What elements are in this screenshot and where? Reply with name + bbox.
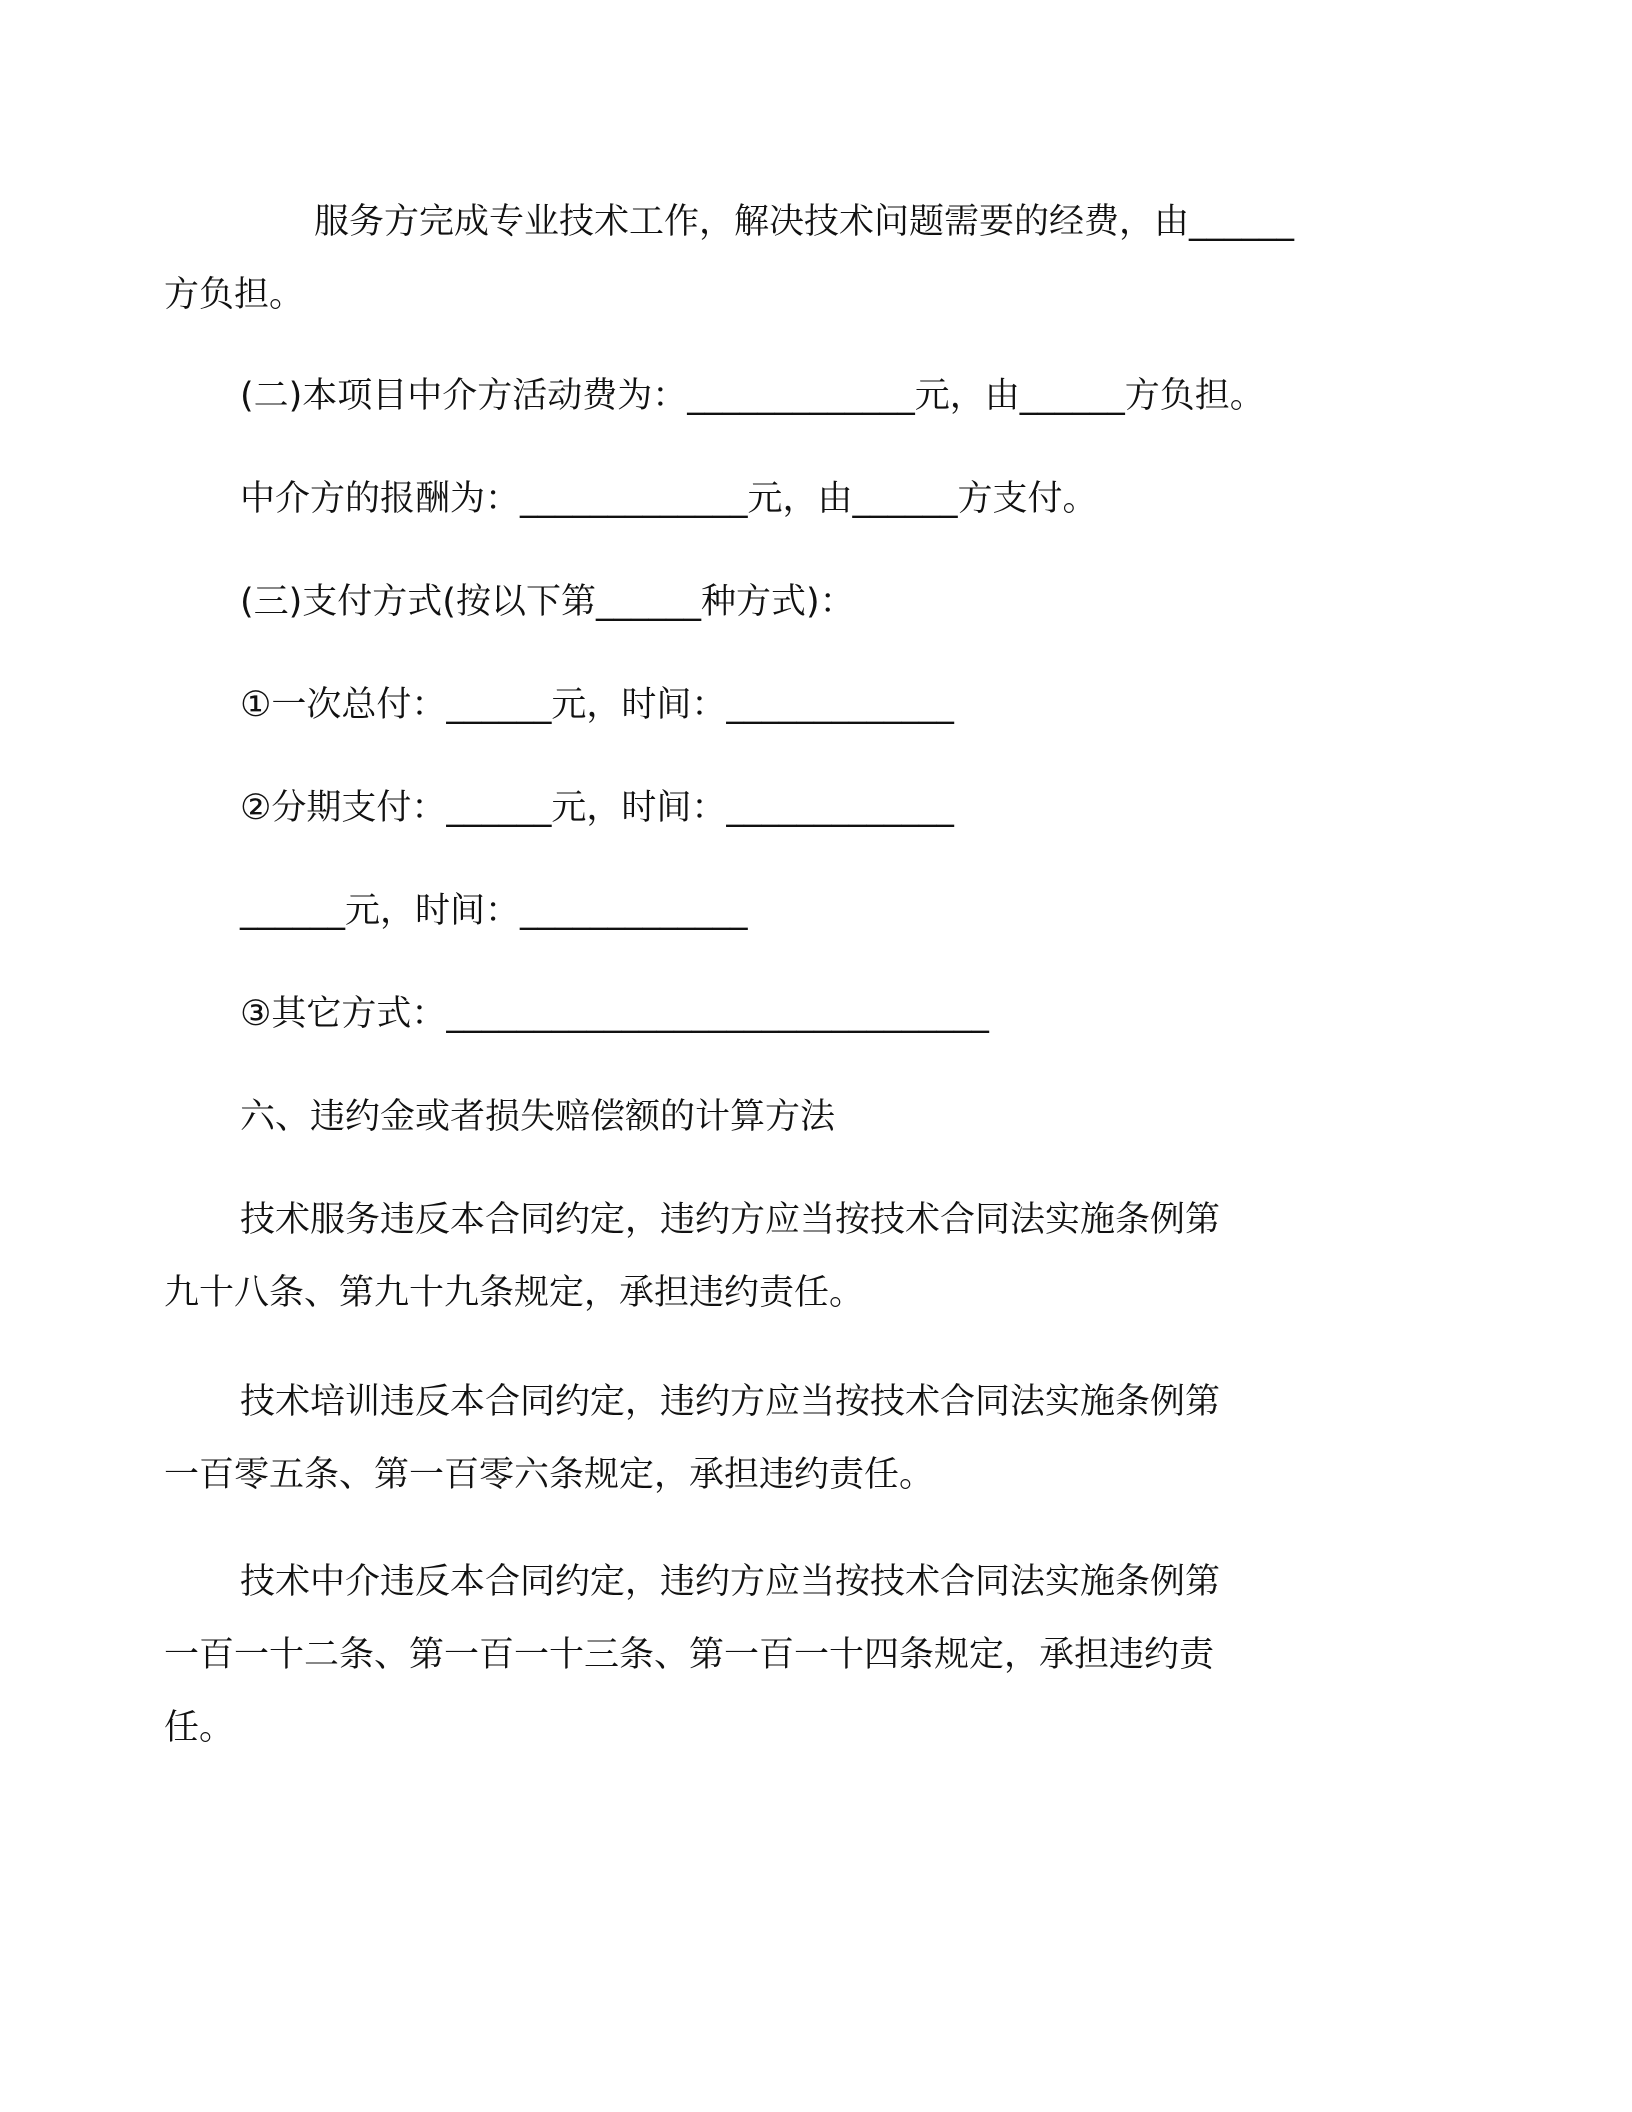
paragraph-line: 技术培训违反本合同约定，违约方应当按技术合同法实施条例第 [240, 1382, 1221, 1422]
paragraph-lump-sum [240, 669, 1420, 742]
paragraph-line: 中介方的报酬为：_____________元，由______方支付。 [240, 479, 1098, 519]
paragraph-technical-training [164, 1366, 1420, 1512]
paragraph-installment [240, 772, 1420, 845]
paragraph-line: 技术中介违反本合同约定，违约方应当按技术合同法实施条例第 [240, 1562, 1221, 1602]
paragraph-line: 一百零五条、第一百零六条规定，承担违约责任。 [164, 1455, 935, 1495]
paragraph-line: 九十八条、第九十九条规定，承担违约责任。 [164, 1273, 865, 1313]
paragraph-line: 任。 [164, 1708, 235, 1748]
paragraph-technical-service [164, 1184, 1420, 1330]
paragraph-line: 一百一十二条、第一百一十三条、第一百一十四条规定，承担违约责 [164, 1635, 1215, 1675]
paragraph-other-method [240, 978, 1420, 1051]
paragraph-line: ①一次总付：______元，时间：_____________ [240, 685, 954, 725]
paragraph-technical-intermediary [164, 1546, 1420, 1765]
paragraph-line: ③其它方式：_______________________________ [240, 994, 989, 1034]
paragraph-service-fee [164, 186, 1420, 332]
paragraph-installment-continued [240, 875, 1420, 948]
paragraph-intermediary-fee [240, 360, 1420, 433]
paragraph-line: (二)本项目中介方活动费为：_____________元，由______方负担。 [240, 376, 1265, 416]
paragraph-line: ______元，时间：_____________ [240, 891, 748, 931]
section-heading-penalty [240, 1081, 1420, 1154]
paragraph-line: (三)支付方式(按以下第______种方式)： [240, 582, 855, 622]
paragraph-line: 技术服务违反本合同约定，违约方应当按技术合同法实施条例第 [240, 1200, 1221, 1240]
paragraph-intermediary-remuneration [240, 463, 1420, 536]
paragraph-line: 方负担。 [164, 275, 305, 315]
paragraph-line: ②分期支付：______元，时间：_____________ [240, 788, 954, 828]
paragraph-payment-method [240, 566, 1420, 639]
paragraph-line: 服务方完成专业技术工作，解决技术问题需要的经费，由______ [314, 202, 1295, 242]
section-heading: 六、违约金或者损失赔偿额的计算方法 [240, 1097, 836, 1137]
